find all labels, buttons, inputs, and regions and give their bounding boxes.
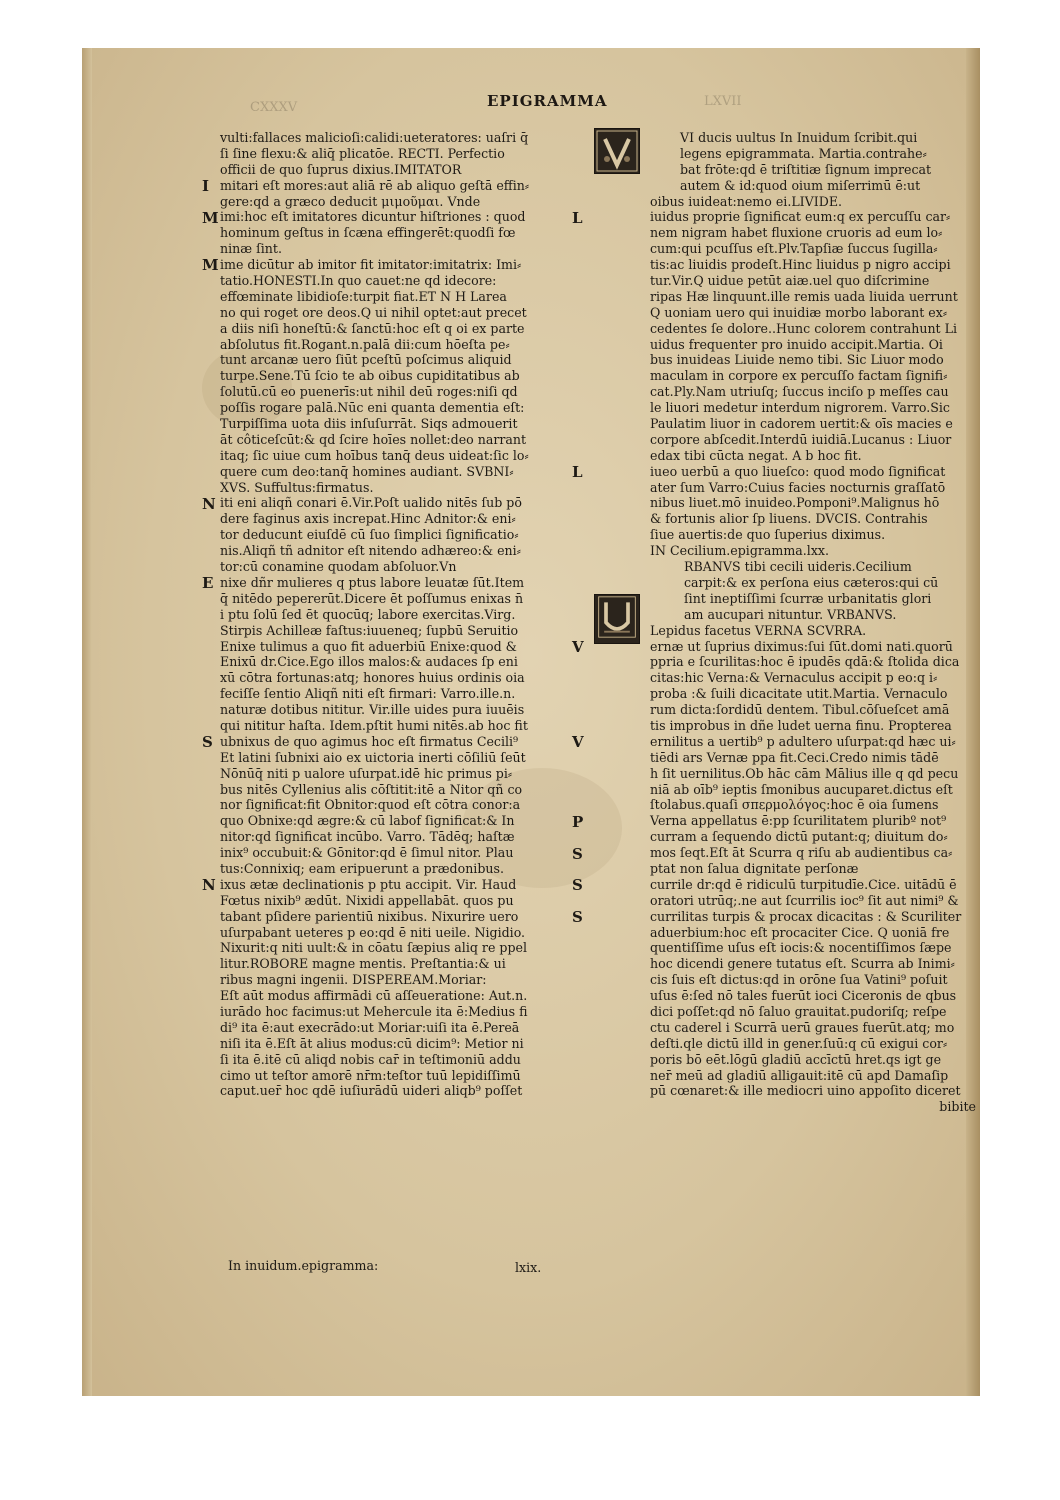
- text-line: qui nititur haſta. Idem.pſtit humi nitēs.ab hoc fit: [220, 717, 528, 733]
- text-line: gere:qd a græco deducit μιμοῦμαι. Vnde: [220, 193, 481, 209]
- text-line: nis.Aliqñ tñ adnitor eſt nitendo adhæreo:& eni⸗: [220, 543, 521, 559]
- text-line: nixe dñr mulieres q ptus labore leuatæ ſūt.Item: [220, 574, 525, 590]
- text-line: ninæ ſint.: [220, 241, 282, 257]
- text-line: Eſt aūt modus affirmādi cū aſſeueratione: Aut.n.: [220, 988, 528, 1004]
- text-line: tabant pſidere parientiū nixibus. Nixurire uero: [220, 908, 519, 924]
- bleed-through-folio-right: LXVII: [704, 94, 742, 109]
- text-line: xū cōtra fortunas:atq; honores huius ordinis oia: [220, 670, 525, 686]
- text-line: āt côticeſcūt:& qd ſcire hoīes nollet:deo narrant: [220, 431, 527, 447]
- text-line: ribus magni ingenii. DISPEREAM.Moriar:: [220, 972, 487, 988]
- text-line: bibite: [939, 1099, 976, 1115]
- decorated-initial-u-icon: [594, 594, 640, 644]
- text-line: ime dicūtur ab imitor fit imitator:imitatrix: Imi⸗: [220, 257, 522, 273]
- text-line: tis:ac liuidis prodeſt.Hinc liuidus p nigro accipi: [650, 257, 951, 273]
- text-line: ater ſum Varro:Cuius facies nocturnis graſſatō: [650, 479, 946, 495]
- text-line: uſurpabant ueteres p eo:qd ē niti ueile. Nigidio.: [220, 924, 526, 940]
- text-line: ſi ſine flexu:& aliq̄ plicatōe. RECTI. Perfectio: [220, 145, 505, 161]
- text-line: cum:qui pcuſſus eſt.Plv.Tapſiæ ſuccus ſugilla⸗: [650, 241, 938, 257]
- text-line: inix⁹ occubuit:& Gōnitor:qd ē ſimul nitor. Plau: [220, 845, 514, 861]
- text-line: vulti:fallaces malicioſi:calidi:ueteratores: uaſri q̄: [220, 130, 529, 145]
- scanned-page: [82, 48, 980, 1396]
- text-line: Turpiſſima uota diis inſuſurrāt. Siqs admouerit: [220, 416, 518, 432]
- text-line: iti eni aliqñ conari ē.Vir.Poſt ualido nitēs ſub pō: [220, 495, 522, 511]
- text-line: caput.uer̄ hoc qdē iuſiurādū uideri aliqb⁹ poſſet: [220, 1083, 523, 1099]
- decorated-initial-v-icon: [594, 128, 640, 174]
- page-edge-left: [82, 48, 92, 1396]
- text-line: mitari eſt mores:aut aliā rē ab aliquo geſtā effin⸗: [220, 177, 530, 193]
- text-line: tiēdi ars Vernæ ppa fit.Ceci.Credo nimis tādē: [650, 749, 939, 765]
- text-line: deſti.qle dictū illd in gener.ſuū:q cū exigui cor⸗: [650, 1035, 948, 1051]
- text-line: legens epigrammata. Martia.contrahe⸗: [680, 145, 927, 161]
- text-line: corpore abſcedit.Interdū iuidiā.Lucanus : Liuor: [650, 431, 952, 447]
- text-line: tunt arcanæ uero ſiūt pceſtū poſcimus aliquid: [220, 352, 512, 368]
- text-line: no qui roget ore deos.Q ui nihil optet:aut precet: [220, 304, 527, 320]
- text-line: VI ducis uultus In Inuidum ſcribit.qui: [680, 130, 918, 145]
- text-line: tus:Connixiq; eam eripuerunt a prædonibus.: [220, 860, 504, 876]
- text-line: feciſſe ſentio Aliqñ niti eſt firmari: Varro.ille.n.: [220, 686, 516, 702]
- text-line: XVS. Suffultus:firmatus.: [220, 479, 374, 495]
- text-line: Nixurit:q niti uult:& in cōatu ſæpius aliq re ppel: [220, 940, 528, 956]
- running-header: EPIGRAMMA: [487, 92, 608, 110]
- text-line: quere cum deo:tanq̄ homines audiant. SVBNI⸗: [220, 463, 514, 479]
- marginal-initial: S: [572, 844, 583, 863]
- text-line: Enixū dr.Cice.Ego illos malos:& audaces ſp eni: [220, 654, 518, 670]
- text-line: tor:cū conamine quodam abſoluor.Vn: [220, 559, 457, 575]
- text-line: ppria e ſcurilitas:hoc ē ipudēs qdā:& ſtolida dica: [650, 654, 960, 670]
- text-line: edax tibi cūcta negat. A b hoc fit.: [650, 447, 862, 463]
- text-line: RBANVS tibi cecili uideris.Cecilium: [684, 559, 912, 575]
- text-line: ſolutū.cū eo puenerīs:ut nihil deū roges:niſi qd: [220, 384, 518, 400]
- text-line: niā ab oīb⁹ ieptis ſmonibus aucuparet.dictus eſt: [650, 781, 953, 797]
- text-line: cedentes ſe dolore..Hunc colorem contrahunt Li: [650, 320, 958, 336]
- marginal-initial: N: [202, 876, 216, 895]
- text-line: niſi ita ē.Eſt āt alius modus:cū dicim⁹: Metior ni: [220, 1035, 524, 1051]
- text-line: poſſis rogare palā.Nūc eni quanta dementia eſt:: [220, 400, 525, 416]
- text-line: ernilitus a uertib⁹ p adultero uſurpat:qd hæc ui⸗: [650, 733, 956, 749]
- right-text-column: [650, 130, 976, 1115]
- text-line: Nōnūq̄ niti p ualore uſurpat.idē hic primus pi⸗: [220, 765, 513, 781]
- text-line: a diis niſi honeſtū:& ſanctū:hoc eſt q oi ex parte: [220, 320, 525, 336]
- text-line: officii de quo ſuprus dixius.IMITATOR: [220, 161, 462, 177]
- text-line: Verna appellatus ē:pp ſcurilitatem pluribº not⁹: [650, 813, 947, 829]
- text-line: nem nigram habet fluxione cruoris ad eum lo⸗: [650, 225, 943, 241]
- text-line: litur.ROBORE magne mentis. Preſtantia:& ui: [220, 956, 506, 972]
- text-line: IN Cecilium.epigramma.lxx.: [650, 543, 830, 559]
- marginal-initial: P: [572, 812, 584, 831]
- text-line: tis improbus in dñe ludet uerna finu. Propterea: [650, 717, 952, 733]
- left-text-column: [220, 130, 588, 1099]
- text-line: tatio.HONESTI.In quo cauet:ne qd idecore:: [220, 273, 497, 289]
- text-line: hominum geſtus in ſcæna effingerēt:quodſi fœ: [220, 225, 516, 241]
- text-line: Et latini ſubnixi aio ex uictoria inerti cōſiliū ſeūt: [220, 749, 526, 765]
- text-line: nitor:qd ſignificat incūbo. Varro. Tādēq; haſtæ: [220, 829, 515, 845]
- text-line: carpit:& ex perſona eius cæteros:qui cū: [684, 574, 939, 590]
- marginal-initial: V: [572, 733, 584, 752]
- text-line: bus inuideas Liuide nemo tibi. Sic Liuor modo: [650, 352, 944, 368]
- text-line: autem & id:quod oium miſerrimū ē:ut: [680, 177, 921, 193]
- text-line: am aucupari nituntur. VRBANVS.: [684, 606, 897, 622]
- text-line: ixus ætæ declinationis p ptu accipit. Vir. Haud: [220, 876, 517, 892]
- text-line: ner̄ meū ad gladiū alligauit:itē cū apd Damaſip: [650, 1067, 949, 1083]
- text-line: currilitas turpis & procax dicacitas : & Scuriliter: [650, 908, 962, 924]
- text-line: Enixe tulimus a quo fit aduerbiū Enixe:quod &: [220, 638, 517, 654]
- text-line: quo Obnixe:qd ægre:& cū labof ſignificat:& In: [220, 813, 515, 829]
- text-line: curram a ſequendo dictū putant:q; diuitum do⸗: [650, 829, 948, 845]
- text-line: Stirpis Achilleæ faſtus:iuueneq; ſupbū Seruitio: [220, 622, 519, 638]
- text-line: cimo ut teſtor amorē nr̄m:teſtor tuū lepidiſſimū: [220, 1067, 521, 1083]
- text-line: citas:hic Verna:& Vernaculus accipit p eo:q i⸗: [650, 670, 938, 686]
- text-line: bat frōte:qd ē triſtitiæ ſignum imprecat: [680, 161, 932, 177]
- text-line: aduerbium:hoc eſt procaciter Cice. Q uoniā fre: [650, 924, 950, 940]
- text-line: pū cœnaret:& ille mediocri uino appoſito diceret: [650, 1083, 961, 1099]
- text-line: ſi ita ē.itē cū aliqd nobis car̄ in teſtimoniū addu: [220, 1051, 521, 1067]
- text-line: quentiſſime uſus eſt iocis:& nocentiſſimos ſæpe: [650, 940, 952, 956]
- text-line: iurādo hoc facimus:ut Mehercule ita ē:Medius fi: [220, 1003, 528, 1019]
- text-line: ernæ ut ſuprius diximus:ſui ſūt.domi nati.quorū: [650, 638, 953, 654]
- text-line: nibus liuet.mō inuideo.Pomponi⁹.Malignus hō: [650, 495, 940, 511]
- text-line: mos ſeqt.Eſt āt Scurra q riſu ab audientibus ca⸗: [650, 845, 953, 861]
- text-line: h ſit uernilitus.Ob hāc cām Mālius ille q qd pecu: [650, 765, 959, 781]
- text-line: Fœtus nixib⁹ ædūt. Nixidi appellabāt. quos pu: [220, 892, 514, 908]
- text-line: uſus ē:ſed nō tales fuerūt ioci Ciceronis de qbus: [650, 988, 957, 1004]
- marginal-initial: M: [202, 256, 219, 275]
- text-line: oratori utrūq;.ne aut ſcurrilis ioc⁹ ſit aut nimi⁹ &: [650, 892, 959, 908]
- marginal-initial: V: [572, 637, 584, 656]
- marginal-initial: E: [202, 574, 214, 593]
- text-line: abſolutus fit.Rogant.n.palā dii:cum hōeſta pe⸗: [220, 336, 510, 352]
- marginal-initial: L: [572, 208, 583, 227]
- text-line: ubnixus de quo agimus hoc eſt firmatus Cecili⁹: [220, 733, 519, 749]
- text-line: ſiue auertis:de quo ſuperius diximus.: [650, 527, 886, 543]
- text-line: dere faginus axis increpat.Hinc Adnitor:& eni⸗: [220, 511, 516, 527]
- text-line: nor ſignificat:fit Obnitor:quod eſt cōtra conor:a: [220, 797, 521, 813]
- text-line: cat.Ply.Nam utriuſq; ſuccus inciſo p meſſes cau: [650, 384, 949, 400]
- text-line: itaq; ſic uiue cum hoībus tanq̄ deus uideat:ſic lo⸗: [220, 447, 529, 463]
- marginal-initial: S: [202, 733, 213, 752]
- text-line: hoc dicendi genere tutatus eſt. Scurra ab Inimi⸗: [650, 956, 955, 972]
- text-line: q̄ nitēdo pepererūt.Dicere ēt poſſumus enixas n̄: [220, 590, 524, 606]
- text-line: Lepidus facetus VERNA SCVRRA.: [650, 622, 867, 638]
- text-line: currile dr:qd ē ridiculū turpitudīe.Cice. uitādū ē: [650, 876, 957, 892]
- text-line: tor deducunt eiuſdē cū ſuo ſimplici ſignificatio⸗: [220, 527, 519, 543]
- text-line: tur.Vir.Q uidue petūt aiæ.uel quo diſcrimine: [650, 273, 930, 289]
- marginal-initial: L: [572, 462, 583, 481]
- text-line: i ptu ſolū ſed ēt quocūq; labore exercitas.Virg.: [220, 606, 516, 622]
- text-line: ſint ineptiſſimi ſcurræ urbanitatis glori: [684, 590, 932, 606]
- text-line: ptat non ſalua dignitate perſonæ: [650, 860, 859, 876]
- left-column-end-text: In inuidum.epigramma:: [228, 1258, 379, 1273]
- text-line: ripas Hæ linquunt.ille remis uada liuida uerrunt: [650, 288, 958, 304]
- marginal-initial: I: [202, 176, 210, 195]
- marginal-initial: M: [202, 208, 219, 227]
- text-line: dici poſſet:qd nō ſaluo grauitat.pudoriſq; reſpe: [650, 1003, 947, 1019]
- text-line: naturæ dotibus nititur. Vir.ille uides pura iuuēis: [220, 702, 525, 718]
- bleed-through-folio-left: CXXXV: [250, 100, 298, 115]
- text-line: uidus frequenter pro inuido accipit.Martia. Oi: [650, 336, 943, 352]
- text-line: Q uoniam uero qui inuidiæ morbo laborant ex⸗: [650, 304, 948, 320]
- text-line: & fortunis alior ſp liuens. DVCIS. Contrahis: [650, 511, 928, 527]
- text-line: ctu caderel i Scurrā uerū graues fuerūt.atq; mo: [650, 1019, 955, 1035]
- text-line: iuidus proprie ſignificat eum:q ex percuſſu car⸗: [650, 209, 951, 225]
- text-line: poris bō eēt.lōgū gladiū accīctū hret.qs igt ge: [650, 1051, 942, 1067]
- text-line: iueo uerbū a quo liueſco: quod modo ſignificat: [650, 463, 946, 479]
- text-line: maculam in corpore ex percuſſo factam ſignifi⸗: [650, 368, 948, 384]
- text-line: imi:hoc eſt imitatores dicuntur hiſtriones : quod: [220, 209, 526, 225]
- marginal-initial: N: [202, 494, 216, 513]
- text-line: le liuori medetur interdum nigrorem. Varro.Sic: [650, 400, 950, 416]
- text-line: effœminate libidioſe:turpit fiat.ET N H Larea: [220, 288, 507, 304]
- text-line: rum dicta:ſordidū dentem. Tibul.cōſueſcet amā: [650, 702, 950, 718]
- marginal-initial: S: [572, 876, 583, 895]
- text-line: ſtolabus.quaſi σπερμολόγος:hoc ē oia ſumens: [650, 797, 939, 813]
- marginal-initial: S: [572, 908, 583, 927]
- epigram-number-left: lxix.: [515, 1260, 542, 1275]
- text-line: di⁹ ita ē:aut execrādo:ut Moriar:uiſi ita ē.Pereā: [220, 1019, 520, 1035]
- text-line: proba :& ſuili dicacitate utit.Martia. Vernaculo: [650, 686, 948, 702]
- text-line: oibus iuideat:nemo ei.LIVIDE.: [650, 193, 843, 209]
- text-line: Paulatim liuor in cadorem uertit:& oīs macies e: [650, 416, 953, 432]
- text-line: bus nitēs Cyllenius alis cōſtitit:itē a Nitor qñ co: [220, 781, 523, 797]
- text-line: cis ſuis eſt dictus:qd in orōne ſua Vatini⁹ poſuit: [650, 972, 948, 988]
- text-line: turpe.Sene.Tū ſcio te ab oibus cupiditatibus ab: [220, 368, 520, 384]
